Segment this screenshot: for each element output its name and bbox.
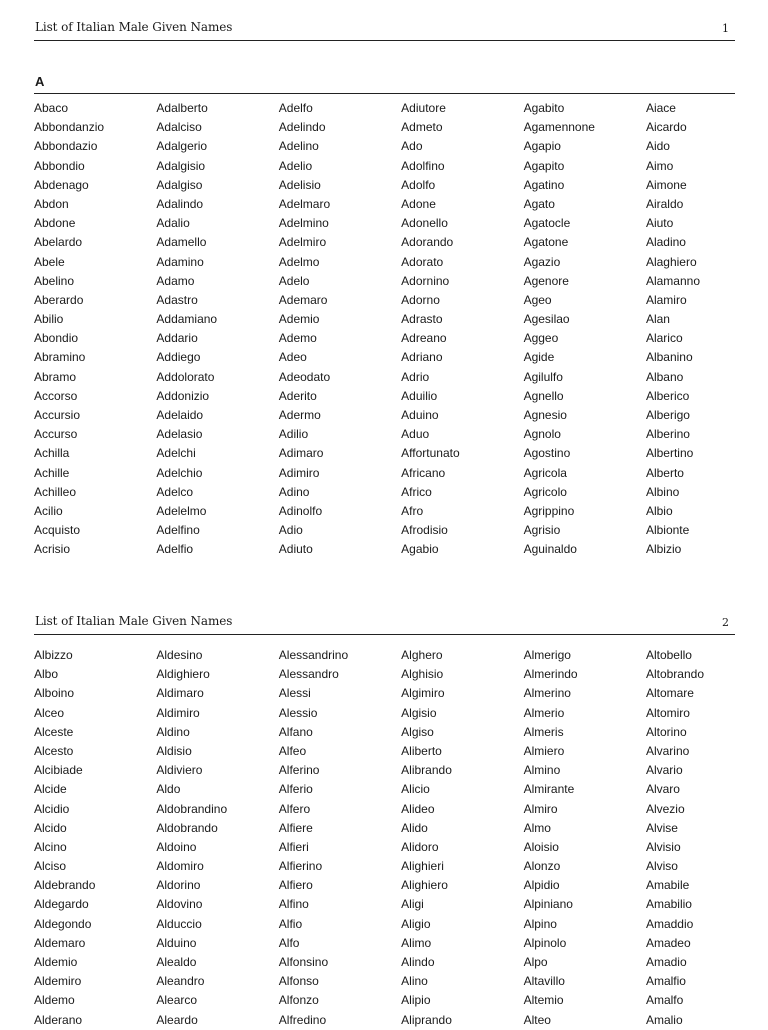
name-entry: Agabito	[523, 101, 565, 115]
name-entry: Alino	[401, 974, 428, 989]
name-entry: Admeto	[401, 120, 443, 135]
name-entry: Adastro	[156, 292, 198, 307]
name-entry: Agato	[523, 196, 555, 211]
name-entry: Alpidio	[523, 878, 560, 893]
name-entry: Adeodato	[278, 369, 331, 384]
name-column	[401, 646, 523, 1030]
name-entry: Adelaido	[156, 408, 204, 422]
name-entry: Altomare	[645, 686, 694, 701]
name-entry: Adalberto	[156, 101, 208, 115]
name-entry: Alamiro	[645, 292, 687, 307]
name-entry: Adilio	[278, 427, 309, 442]
page-1	[34, 18, 735, 560]
name-column	[279, 99, 401, 560]
page-2	[34, 612, 735, 1030]
name-entry: Adalciso	[156, 120, 202, 135]
name-entry: Aloisio	[523, 839, 559, 854]
name-entry: Affortunato	[401, 446, 460, 461]
name-entry: Adorato	[401, 254, 444, 269]
name-entry: Alamanno	[645, 273, 700, 288]
name-entry: Altorino	[645, 724, 687, 739]
name-entry: Altobrando	[645, 667, 704, 682]
name-entry: Agatocle	[523, 216, 571, 231]
name-entry: Alteo	[523, 1012, 551, 1027]
name-entry: Ageo	[523, 292, 552, 307]
name-entry: Adolfino	[401, 158, 445, 173]
name-entry: Alessandrino	[278, 648, 349, 662]
name-entry: Alviso	[645, 859, 678, 874]
name-entry: Amadeo	[645, 935, 691, 950]
name-entry: Achilleo	[34, 484, 77, 499]
name-entry: Amabilio	[645, 897, 692, 912]
name-entry: Agricola	[523, 465, 567, 480]
name-entry: Abaco	[34, 101, 69, 115]
name-entry: Adalio	[156, 216, 190, 231]
name-entry: Acrisio	[34, 542, 71, 557]
name-entry: Alfano	[278, 724, 313, 739]
name-entry: Altomiro	[645, 705, 690, 720]
name-entry: Almerigo	[523, 648, 571, 662]
name-entry: Aggeo	[523, 331, 559, 346]
name-entry: Adelco	[156, 484, 194, 499]
name-entry: Ademaro	[278, 292, 328, 307]
name-entry: Almirante	[523, 782, 575, 797]
section-letter: A	[35, 74, 45, 89]
name-entry: Addolorato	[156, 369, 215, 384]
name-column	[401, 99, 523, 560]
name-entry: Adonello	[401, 216, 448, 231]
name-entry: Abramo	[34, 369, 77, 384]
name-entry: Alighiero	[401, 878, 448, 893]
name-column	[279, 646, 401, 1030]
name-entry: Almiero	[523, 743, 565, 758]
name-entry: Alceo	[34, 705, 65, 720]
name-entry: Aldebrando	[34, 878, 96, 893]
name-entry: Abbondio	[34, 158, 85, 173]
name-entry: Abdone	[34, 216, 76, 231]
name-entry: Alfonso	[278, 974, 319, 989]
name-entry: Adelfio	[156, 542, 194, 557]
name-entry: Alfonsino	[278, 955, 329, 969]
name-entry: Aicardo	[645, 120, 687, 135]
name-entry: Alceste	[34, 724, 74, 739]
name-entry: Adamino	[156, 254, 204, 269]
name-entry: Alfierino	[278, 859, 323, 874]
name-entry: Agnesio	[523, 408, 567, 422]
name-column	[524, 99, 646, 560]
name-entry: Abele	[34, 254, 65, 269]
name-entry: Aldobrando	[156, 820, 218, 835]
name-entry: Alfredino	[278, 1012, 327, 1027]
name-entry: Adelchio	[156, 465, 203, 480]
name-entry: Abramino	[34, 350, 86, 365]
names-grid	[34, 646, 735, 1030]
name-entry: Aladino	[645, 235, 686, 250]
name-entry: Adone	[401, 196, 436, 211]
name-entry: Alan	[645, 312, 670, 327]
name-entry: Addiego	[156, 350, 201, 365]
name-entry: Alferino	[278, 763, 320, 778]
name-entry: Alessandro	[278, 667, 339, 682]
name-entry: Amalfio	[645, 974, 686, 989]
name-entry: Alvise	[645, 820, 678, 835]
name-entry: Almo	[523, 820, 551, 835]
name-entry: Adelasio	[156, 427, 203, 442]
name-entry: Aldo	[156, 782, 181, 797]
name-entry: Alealdo	[156, 955, 197, 969]
name-entry: Amalfo	[645, 993, 684, 1008]
name-entry: Aldobrandino	[156, 801, 228, 816]
name-entry: Aliberto	[401, 743, 442, 758]
name-column	[156, 99, 278, 560]
name-entry: Alvezio	[645, 801, 685, 816]
name-entry: Alduino	[156, 935, 197, 950]
name-entry: Alfino	[278, 897, 309, 912]
name-entry: Adiutore	[401, 101, 446, 115]
name-entry: Aligi	[401, 897, 424, 912]
name-entry: Almino	[523, 763, 561, 778]
name-entry: Alcino	[34, 839, 67, 854]
name-entry: Adelmiro	[278, 235, 327, 250]
name-entry: Alideo	[401, 801, 435, 816]
name-entry: Abilio	[34, 312, 64, 327]
name-entry: Amalio	[645, 1012, 683, 1027]
name-entry: Accurso	[34, 427, 78, 442]
name-entry: Agrisio	[523, 523, 561, 538]
name-entry: Almeris	[523, 724, 564, 739]
name-entry: Aldiviero	[156, 763, 203, 778]
name-entry: Alcide	[34, 782, 67, 797]
name-entry: Adriano	[401, 350, 443, 365]
name-entry: Aimone	[645, 177, 687, 192]
name-entry: Adermo	[278, 408, 321, 422]
name-entry: Adelmo	[278, 254, 320, 269]
name-entry: Agapito	[523, 158, 565, 173]
name-entry: Adalindo	[156, 196, 204, 211]
name-entry: Aldomiro	[156, 859, 204, 874]
name-entry: Alghisio	[401, 667, 444, 682]
name-entry: Altobello	[645, 648, 692, 662]
name-entry: Alberigo	[645, 408, 690, 422]
name-entry: Adeo	[278, 350, 307, 365]
name-entry: Amabile	[645, 878, 690, 893]
name-entry: Aligio	[401, 916, 431, 931]
name-entry: Adelfino	[156, 523, 200, 538]
name-entry: Alfo	[278, 935, 300, 950]
name-entry: Amaddio	[645, 916, 694, 931]
name-entry: Alessi	[278, 686, 311, 701]
name-entry: Adrio	[401, 369, 430, 384]
name-entry: Agamennone	[523, 120, 595, 135]
name-column	[646, 99, 768, 560]
name-entry: Agnolo	[523, 427, 561, 442]
name-entry: Alfero	[278, 801, 311, 816]
name-entry: Abelino	[34, 273, 75, 288]
name-entry: Alfieri	[278, 839, 309, 854]
page-title: List of Italian Male Given Names	[35, 614, 233, 628]
name-entry: Adelindo	[278, 120, 326, 135]
name-entry: Albanino	[645, 350, 693, 365]
name-entry: Adamo	[156, 273, 195, 288]
name-column	[34, 99, 156, 560]
name-entry: Aldighiero	[156, 667, 210, 682]
page-header	[34, 18, 735, 41]
name-entry: Aiuto	[645, 216, 674, 231]
name-entry: Albo	[34, 667, 59, 682]
name-entry: Aldesino	[156, 648, 203, 662]
name-entry: Adornino	[401, 273, 450, 288]
name-entry: Aduo	[401, 427, 430, 442]
name-entry: Aliprando	[401, 1012, 452, 1027]
name-entry: Alfeo	[278, 743, 307, 758]
name-entry: Alearco	[156, 993, 198, 1008]
name-entry: Aduino	[401, 408, 439, 422]
name-entry: Alcibiade	[34, 763, 83, 778]
name-entry: Adamello	[156, 235, 207, 250]
name-entry: Agilulfo	[523, 369, 563, 384]
name-entry: Alipio	[401, 993, 431, 1008]
name-entry: Adelio	[278, 158, 313, 173]
name-entry: Agabio	[401, 542, 439, 557]
name-entry: Albionte	[645, 523, 690, 538]
name-entry: Alfiere	[278, 820, 313, 835]
name-entry: Ademo	[278, 331, 317, 346]
name-entry: Alighieri	[401, 859, 444, 874]
name-entry: Adelino	[278, 139, 319, 154]
name-column	[646, 646, 768, 1030]
name-entry: Alfonzo	[278, 993, 319, 1008]
name-entry: Adolfo	[401, 177, 436, 192]
name-entry: Agostino	[523, 446, 571, 461]
name-entry: Adimaro	[278, 446, 324, 461]
name-entry: Addario	[156, 331, 198, 346]
name-entry: Alberto	[645, 465, 684, 480]
name-entry: Algiso	[401, 724, 434, 739]
name-entry: Alindo	[401, 955, 435, 969]
name-entry: Achille	[34, 465, 70, 480]
name-entry: Alpo	[523, 955, 548, 969]
name-entry: Agapio	[523, 139, 561, 154]
page-title: List of Italian Male Given Names	[35, 20, 233, 34]
name-entry: Agatino	[523, 177, 565, 192]
page-number: 2	[722, 616, 729, 629]
name-entry: Albano	[645, 369, 684, 384]
name-entry: Africano	[401, 465, 446, 480]
name-entry: Adelfo	[278, 101, 313, 115]
name-entry: Alarico	[645, 331, 683, 346]
name-entry: Aderito	[278, 388, 317, 403]
name-entry: Abdenago	[34, 177, 89, 192]
name-entry: Algisio	[401, 705, 437, 720]
name-entry: Almerio	[523, 705, 565, 720]
name-entry: Abbondanzio	[34, 120, 105, 135]
name-entry: Acilio	[34, 503, 63, 518]
name-entry: Agrippino	[523, 503, 575, 518]
name-entry: Alaghiero	[645, 254, 697, 269]
name-entry: Alcesto	[34, 743, 74, 758]
name-entry: Aimo	[645, 158, 674, 173]
name-entry: Aldorino	[156, 878, 201, 893]
name-entry: Abbondazio	[34, 139, 98, 154]
name-entry: Accorso	[34, 388, 78, 403]
name-entry: Aldegardo	[34, 897, 89, 912]
name-entry: Albertino	[645, 446, 694, 461]
name-entry: Adelchi	[156, 446, 196, 461]
name-entry: Aldemiro	[34, 974, 82, 989]
name-entry: Adelmaro	[278, 196, 331, 211]
name-entry: Afrodisio	[401, 523, 448, 538]
name-entry: Abelardo	[34, 235, 83, 250]
name-entry: Agatone	[523, 235, 569, 250]
name-entry: Alibrando	[401, 763, 452, 778]
names-grid	[34, 99, 735, 560]
name-entry: Adinolfo	[278, 503, 323, 518]
name-entry: Altavillo	[523, 974, 565, 989]
name-entry: Agide	[523, 350, 555, 365]
name-entry: Aberardo	[34, 292, 84, 307]
name-entry: Alpiniano	[523, 897, 573, 912]
name-entry: Algimiro	[401, 686, 445, 701]
name-entry: Alciso	[34, 859, 67, 874]
name-entry: Adino	[278, 484, 310, 499]
name-entry: Adalgisio	[156, 158, 206, 173]
section-header	[34, 72, 735, 94]
name-entry: Alessio	[278, 705, 318, 720]
name-entry: Ado	[401, 139, 423, 154]
name-entry: Alpino	[523, 916, 557, 931]
name-entry: Adelisio	[278, 177, 321, 192]
name-entry: Alderano	[34, 1012, 83, 1027]
name-entry: Addamiano	[156, 312, 218, 327]
name-entry: Adimiro	[278, 465, 320, 480]
name-entry: Alberico	[645, 388, 690, 403]
name-entry: Acquisto	[34, 523, 81, 538]
name-entry: Alvisio	[645, 839, 681, 854]
name-entry: Adalgiso	[156, 177, 203, 192]
name-entry: Alvaro	[645, 782, 680, 797]
name-entry: Albizio	[645, 542, 682, 557]
name-entry: Aldisio	[156, 743, 192, 758]
name-entry: Agnello	[523, 388, 564, 403]
name-entry: Almerindo	[523, 667, 578, 682]
name-entry: Agazio	[523, 254, 561, 269]
name-entry: Aldoino	[156, 839, 197, 854]
name-entry: Albio	[645, 503, 673, 518]
name-entry: Aduilio	[401, 388, 438, 403]
name-entry: Alido	[401, 820, 428, 835]
name-entry: Africo	[401, 484, 432, 499]
name-entry: Adalgerio	[156, 139, 208, 154]
name-entry: Altemio	[523, 993, 564, 1008]
name-entry: Achilla	[34, 446, 70, 461]
name-entry: Alonzo	[523, 859, 561, 874]
name-entry: Airaldo	[645, 196, 684, 211]
name-entry: Afro	[401, 503, 424, 518]
name-entry: Alberino	[645, 427, 690, 442]
name-entry: Aido	[645, 139, 670, 154]
name-column	[34, 646, 156, 1030]
name-entry: Alpinolo	[523, 935, 567, 950]
name-entry: Aldimiro	[156, 705, 200, 720]
name-entry: Aldimaro	[156, 686, 204, 701]
name-entry: Adorando	[401, 235, 454, 250]
name-entry: Alghero	[401, 648, 443, 662]
name-entry: Abdon	[34, 196, 69, 211]
name-entry: Aldemo	[34, 993, 75, 1008]
name-entry: Adelelmo	[156, 503, 207, 518]
name-entry: Alvario	[645, 763, 683, 778]
name-entry: Alferio	[278, 782, 313, 797]
name-entry: Addonizio	[156, 388, 210, 403]
name-entry: Alicio	[401, 782, 430, 797]
name-entry: Albino	[645, 484, 680, 499]
name-entry: Alimo	[401, 935, 432, 950]
name-entry: Albizzo	[34, 648, 73, 662]
name-entry: Almiro	[523, 801, 558, 816]
name-entry: Abondio	[34, 331, 79, 346]
name-entry: Agenore	[523, 273, 569, 288]
name-entry: Adelo	[278, 273, 310, 288]
name-entry: Agricolo	[523, 484, 567, 499]
name-entry: Adreano	[401, 331, 447, 346]
name-entry: Aldegondo	[34, 916, 92, 931]
name-entry: Alvarino	[645, 743, 690, 758]
name-entry: Aiace	[645, 101, 676, 115]
name-entry: Alcido	[34, 820, 67, 835]
page-header	[34, 612, 735, 635]
name-entry: Alcidio	[34, 801, 70, 816]
name-entry: Adelmino	[278, 216, 329, 231]
name-entry: Adiuto	[278, 542, 313, 557]
name-entry: Almerino	[523, 686, 571, 701]
name-entry: Alduccio	[156, 916, 202, 931]
name-entry: Alfiero	[278, 878, 313, 893]
name-entry: Accursio	[34, 408, 81, 422]
name-entry: Aldemaro	[34, 935, 86, 950]
name-entry: Ademio	[278, 312, 320, 327]
name-entry: Agesilao	[523, 312, 570, 327]
name-entry: Aleandro	[156, 974, 205, 989]
name-entry: Aguinaldo	[523, 542, 577, 557]
name-entry: Adrasto	[401, 312, 443, 327]
name-entry: Alfio	[278, 916, 303, 931]
name-entry: Aldemio	[34, 955, 78, 969]
name-entry: Adio	[278, 523, 303, 538]
name-column	[156, 646, 278, 1030]
name-entry: Aldino	[156, 724, 190, 739]
name-entry: Aleardo	[156, 1012, 198, 1027]
name-entry: Adorno	[401, 292, 440, 307]
name-entry: Alidoro	[401, 839, 439, 854]
name-entry: Amadio	[645, 955, 687, 969]
name-entry: Alboino	[34, 686, 75, 701]
name-entry: Aldovino	[156, 897, 203, 912]
page-number: 1	[722, 22, 729, 35]
name-column	[524, 646, 646, 1030]
